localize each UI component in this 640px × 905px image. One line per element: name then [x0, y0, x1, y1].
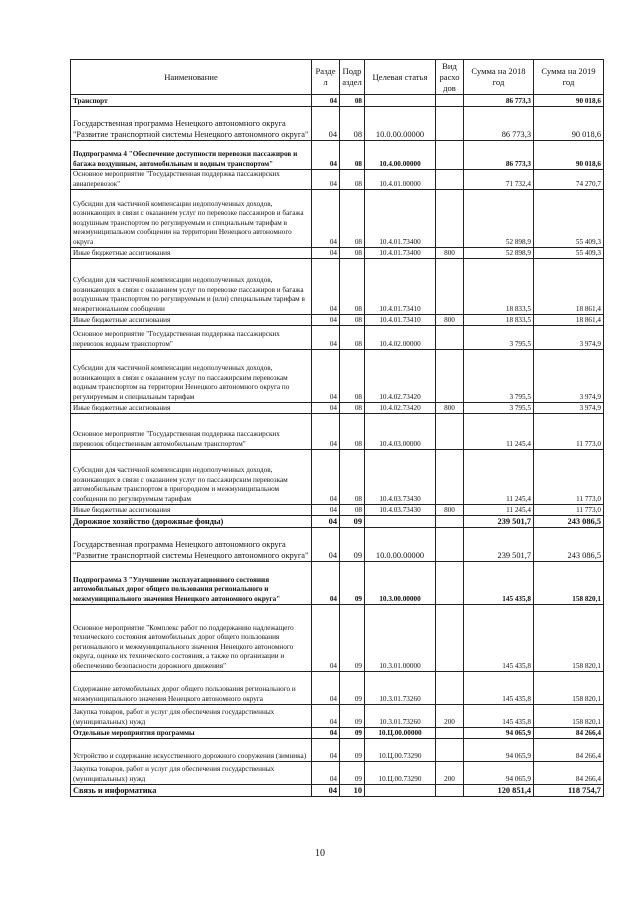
cell-razdel: 04 [312, 516, 340, 528]
cell-podrazdel: 08 [340, 326, 365, 350]
budget-table [70, 59, 604, 797]
cell-sum-2018: 145 435,8 [464, 672, 534, 705]
table-body [71, 95, 604, 797]
cell-razdel: 04 [312, 403, 340, 414]
cell-sum-2018: 145 435,8 [464, 562, 534, 605]
cell-razdel: 04 [312, 248, 340, 259]
cell-razdel: 04 [312, 528, 340, 562]
header-target: Целевая статья [365, 60, 436, 95]
cell-razdel: 04 [312, 705, 340, 728]
cell-razdel: 04 [312, 562, 340, 605]
cell-name: Связь и информатика [71, 785, 312, 797]
table-row [71, 315, 604, 326]
cell-vid [436, 739, 464, 762]
cell-podrazdel: 08 [340, 141, 365, 170]
cell-razdel: 04 [312, 141, 340, 170]
cell-sum-2019: 3 974,9 [534, 350, 604, 403]
cell-name: Государственная программа Ненецкого автономного округа "Развитие транспортной системы Ненецкого автономного округа" [71, 528, 312, 562]
cell-razdel: 04 [312, 95, 340, 107]
table-row [71, 107, 604, 141]
cell-razdel: 04 [312, 785, 340, 797]
cell-name: Подпрограмма 3 "Улучшение эксплуатационного состояния автомобильных дорог общего пользования регионального и межмуниципального значения Ненецкого автономного округа" [71, 562, 312, 605]
cell-sum-2019: 11 773,0 [534, 450, 604, 505]
cell-sum-2019: 3 974,9 [534, 403, 604, 414]
cell-target: 10.0.00.00000 [365, 528, 436, 562]
cell-sum-2018: 86 773,3 [464, 141, 534, 170]
cell-sum-2018: 239 501,7 [464, 528, 534, 562]
cell-sum-2019: 243 086,5 [534, 528, 604, 562]
cell-sum-2018: 239 501,7 [464, 516, 534, 528]
cell-sum-2019: 158 820,1 [534, 605, 604, 672]
cell-vid [436, 605, 464, 672]
header-vid: Вид расхо дов [436, 60, 464, 95]
cell-sum-2019: 158 820,1 [534, 705, 604, 728]
cell-razdel: 04 [312, 505, 340, 516]
cell-sum-2019: 84 266,4 [534, 739, 604, 762]
cell-target: 10.4.03.73430 [365, 505, 436, 516]
cell-sum-2018: 52 898,9 [464, 248, 534, 259]
cell-sum-2019: 84 266,4 [534, 762, 604, 785]
cell-vid [436, 141, 464, 170]
cell-razdel: 04 [312, 259, 340, 315]
cell-sum-2019: 18 861,4 [534, 259, 604, 315]
table-row [71, 785, 604, 797]
cell-vid [436, 95, 464, 107]
cell-target: 10.4.03.73430 [365, 450, 436, 505]
cell-target: 10.4.01.73400 [365, 248, 436, 259]
cell-sum-2019: 158 820,1 [534, 562, 604, 605]
cell-target [365, 95, 436, 107]
cell-target: 10.4.03.00000 [365, 414, 436, 450]
table-row [71, 605, 604, 672]
cell-name: Подпрограмма 4 "Обеспечение доступности перевозки пассажиров и багажа воздушным, автомобильным и водным транспортом" [71, 141, 312, 170]
header-razdel: Разде л [312, 60, 340, 95]
cell-name: Содержание автомобильных дорог общего пользования регионального и межмуниципального значения Ненецкого автономного округа [71, 672, 312, 705]
cell-podrazdel: 09 [340, 516, 365, 528]
cell-sum-2019: 3 974,9 [534, 326, 604, 350]
cell-podrazdel: 09 [340, 672, 365, 705]
table-row [71, 190, 604, 248]
cell-sum-2018: 86 773,3 [464, 107, 534, 141]
cell-vid: 800 [436, 403, 464, 414]
table-row [71, 516, 604, 528]
cell-sum-2019: 18 861,4 [534, 315, 604, 326]
cell-name: Иные бюджетные ассигнования [71, 403, 312, 414]
cell-target: 10.0.00.00000 [365, 107, 436, 141]
cell-razdel: 04 [312, 739, 340, 762]
cell-razdel: 04 [312, 672, 340, 705]
cell-podrazdel: 08 [340, 95, 365, 107]
cell-name: Закупка товаров, работ и услуг для обеспечения государственных (муниципальных) нужд [71, 762, 312, 785]
cell-name: Дорожное хозяйство (дорожные фонды) [71, 516, 312, 528]
cell-target: 10.Ц.00.00000 [365, 728, 436, 739]
cell-podrazdel: 09 [340, 605, 365, 672]
cell-name: Основное мероприятие "Комплекс работ по поддержанию надлежащего технического состояния автомобильных дорог общего пользования регионального и межмуниципального значения Ненецкого автономного округа, оценке их технического состояния, а также по организации и обеспечению безопасности дорожного движения" [71, 605, 312, 672]
cell-sum-2018: 18 833,5 [464, 315, 534, 326]
table-row [71, 259, 604, 315]
cell-vid: 800 [436, 248, 464, 259]
cell-target: 10.4.00.00000 [365, 141, 436, 170]
cell-razdel: 04 [312, 728, 340, 739]
cell-target: 10.3.01.73260 [365, 672, 436, 705]
cell-podrazdel: 09 [340, 739, 365, 762]
cell-podrazdel: 08 [340, 505, 365, 516]
cell-vid [436, 326, 464, 350]
cell-target: 10.4.01.73410 [365, 259, 436, 315]
cell-sum-2019: 84 266,4 [534, 728, 604, 739]
cell-sum-2018: 94 065,9 [464, 728, 534, 739]
cell-target: 10.4.01.73400 [365, 190, 436, 248]
cell-sum-2018: 86 773,3 [464, 95, 534, 107]
table-row [71, 450, 604, 505]
cell-razdel: 04 [312, 326, 340, 350]
cell-name: Отдельные мероприятия программы [71, 728, 312, 739]
cell-podrazdel: 08 [340, 450, 365, 505]
cell-podrazdel: 09 [340, 705, 365, 728]
cell-podrazdel: 10 [340, 785, 365, 797]
cell-vid [436, 107, 464, 141]
cell-sum-2018: 52 898,9 [464, 190, 534, 248]
cell-name: Субсидии для частичной компенсации недополученных доходов, возникающих в связи с оказанием услуг по перевозке пассажиров и багажа воздушным транспортом по регулируемым и (или) специальным тарифам в межрегиональном сообщении [71, 259, 312, 315]
cell-sum-2019: 55 409,3 [534, 248, 604, 259]
cell-podrazdel: 08 [340, 403, 365, 414]
cell-vid [436, 728, 464, 739]
cell-sum-2018: 120 851,4 [464, 785, 534, 797]
cell-vid [436, 350, 464, 403]
table-row [71, 672, 604, 705]
cell-name: Субсидии для частичной компенсации недополученных доходов, возникающих в связи с оказанием услуг по перевозке пассажиров и багажа воздушным транспортом по регулируемым и специальным тарифам в межмуниципальном сообщении на территории Ненецкого автономного округа [71, 190, 312, 248]
cell-sum-2019: 90 018,6 [534, 107, 604, 141]
cell-sum-2019: 74 270,7 [534, 170, 604, 190]
cell-target: 10.4.02.73420 [365, 403, 436, 414]
cell-razdel: 04 [312, 762, 340, 785]
cell-target [365, 516, 436, 528]
cell-sum-2018: 145 435,8 [464, 705, 534, 728]
cell-vid: 200 [436, 762, 464, 785]
cell-sum-2018: 11 245,4 [464, 414, 534, 450]
table-row [71, 95, 604, 107]
cell-sum-2018: 145 435,8 [464, 605, 534, 672]
cell-sum-2018: 11 245,4 [464, 505, 534, 516]
header-podrazdel: Подр аздел [340, 60, 365, 95]
cell-sum-2019: 11 773,0 [534, 505, 604, 516]
cell-sum-2019: 55 409,3 [534, 190, 604, 248]
cell-vid: 200 [436, 705, 464, 728]
cell-sum-2019: 90 018,6 [534, 141, 604, 170]
table-row [71, 141, 604, 170]
cell-podrazdel: 09 [340, 762, 365, 785]
cell-target: 10.4.02.73420 [365, 350, 436, 403]
cell-sum-2018: 71 732,4 [464, 170, 534, 190]
cell-podrazdel: 09 [340, 528, 365, 562]
cell-podrazdel: 08 [340, 259, 365, 315]
cell-razdel: 04 [312, 350, 340, 403]
cell-vid [436, 672, 464, 705]
cell-name: Субсидии для частичной компенсации недополученных доходов, возникающих в связи с оказанием услуг по пассажирским перевозкам водным транспортом на территории Ненецкого автономного округа по регулируемым и специальным тарифам [71, 350, 312, 403]
header-name: Наименование [71, 60, 312, 95]
cell-name: Основное мероприятие "Государственная поддержка пассажирских перевозок общественным автомобильным транспортом" [71, 414, 312, 450]
cell-sum-2018: 3 795,5 [464, 326, 534, 350]
cell-sum-2018: 18 833,5 [464, 259, 534, 315]
header-sum-2018: Сумма на 2018 год [464, 60, 534, 95]
table-row [71, 414, 604, 450]
table-row [71, 403, 604, 414]
cell-podrazdel: 08 [340, 315, 365, 326]
cell-razdel: 04 [312, 450, 340, 505]
table-row [71, 326, 604, 350]
cell-name: Субсидии для частичной компенсации недополученных доходов, возникающих в связи с оказанием услуг по пассажирским перевозкам автомобильным транспортом в пригородном и межмуниципальном сообщении по регулируемым тарифам [71, 450, 312, 505]
cell-vid [436, 528, 464, 562]
table-row [71, 170, 604, 190]
cell-podrazdel: 08 [340, 350, 365, 403]
cell-vid [436, 450, 464, 505]
table-row [71, 248, 604, 259]
cell-vid [436, 562, 464, 605]
cell-vid [436, 414, 464, 450]
cell-sum-2018: 94 065,9 [464, 762, 534, 785]
table-row [71, 562, 604, 605]
table-row [71, 528, 604, 562]
cell-razdel: 04 [312, 605, 340, 672]
page-number: 10 [315, 848, 325, 859]
cell-sum-2018: 3 795,5 [464, 403, 534, 414]
cell-vid [436, 785, 464, 797]
cell-name: Государственная программа Ненецкого автономного округа "Развитие транспортной системы Ненецкого автономного округа" [71, 107, 312, 141]
cell-name: Устройство и содержание искусственного дорожного сооружения (зимника) [71, 739, 312, 762]
cell-target: 10.Ц.00.73290 [365, 762, 436, 785]
cell-sum-2019: 11 773,0 [534, 414, 604, 450]
cell-vid: 800 [436, 315, 464, 326]
cell-sum-2018: 94 065,9 [464, 739, 534, 762]
cell-vid: 800 [436, 505, 464, 516]
table-row [71, 705, 604, 728]
cell-podrazdel: 08 [340, 107, 365, 141]
cell-sum-2018: 11 245,4 [464, 450, 534, 505]
table-row [71, 505, 604, 516]
cell-name: Закупка товаров, работ и услуг для обеспечения государственных (муниципальных) нужд [71, 705, 312, 728]
cell-target: 10.3.00.00000 [365, 562, 436, 605]
cell-vid [436, 259, 464, 315]
cell-podrazdel: 08 [340, 170, 365, 190]
table-row [71, 762, 604, 785]
cell-sum-2018: 3 795,5 [464, 350, 534, 403]
cell-razdel: 04 [312, 107, 340, 141]
table-row [71, 350, 604, 403]
cell-podrazdel: 08 [340, 190, 365, 248]
cell-name: Иные бюджетные ассигнования [71, 315, 312, 326]
cell-name: Иные бюджетные ассигнования [71, 248, 312, 259]
cell-sum-2019: 158 820,1 [534, 672, 604, 705]
cell-name: Основное мероприятие "Государственная поддержка пассажирских авиаперевозок" [71, 170, 312, 190]
cell-target: 10.4.01.73410 [365, 315, 436, 326]
cell-name: Иные бюджетные ассигнования [71, 505, 312, 516]
cell-target: 10.3.01.00000 [365, 605, 436, 672]
header-sum-2019: Сумма на 2019 год [534, 60, 604, 95]
cell-vid [436, 190, 464, 248]
cell-name: Основное мероприятие "Государственная поддержка пассажирских перевозок водным транспортом" [71, 326, 312, 350]
cell-podrazdel: 08 [340, 414, 365, 450]
cell-podrazdel: 08 [340, 248, 365, 259]
cell-sum-2019: 118 754,7 [534, 785, 604, 797]
cell-sum-2019: 243 086,5 [534, 516, 604, 528]
cell-razdel: 04 [312, 190, 340, 248]
table-row [71, 739, 604, 762]
cell-razdel: 04 [312, 315, 340, 326]
cell-vid [436, 170, 464, 190]
cell-target: 10.4.01.00000 [365, 170, 436, 190]
cell-sum-2019: 90 018,6 [534, 95, 604, 107]
cell-razdel: 04 [312, 414, 340, 450]
cell-razdel: 04 [312, 170, 340, 190]
table-row [71, 728, 604, 739]
cell-vid [436, 516, 464, 528]
cell-target: 10.Ц.00.73290 [365, 739, 436, 762]
cell-podrazdel: 09 [340, 562, 365, 605]
table-header-row [71, 60, 604, 95]
cell-name: Транспорт [71, 95, 312, 107]
cell-target [365, 785, 436, 797]
budget-table-container [70, 59, 603, 797]
cell-target: 10.3.01.73260 [365, 705, 436, 728]
cell-target: 10.4.02.00000 [365, 326, 436, 350]
cell-podrazdel: 09 [340, 728, 365, 739]
